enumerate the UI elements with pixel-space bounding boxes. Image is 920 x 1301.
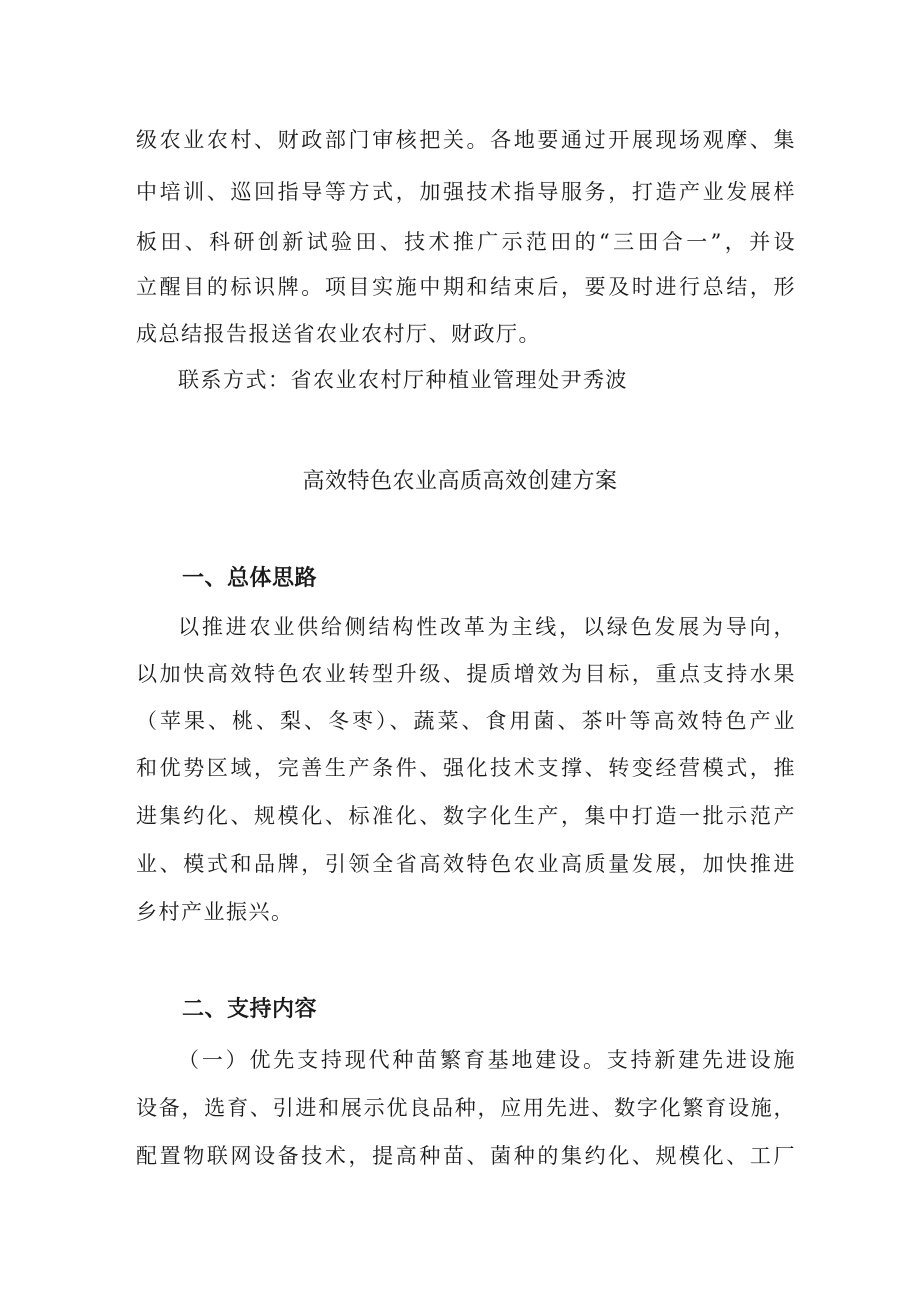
section1-line-2: 以加快高效特色农业转型升级、提质增效为目标，重点支持水果: [136, 662, 796, 686]
para1-line-5: 成总结报告报送省农业农村厅、财政厅。: [136, 322, 541, 346]
section1-line-1: 以推进农业供给侧结构性改革为主线，以绿色发展为导向，: [178, 615, 796, 639]
para1-line-3: 板田、科研创新试验田、技术推广示范田的“三田合一”，并设: [136, 230, 796, 254]
section2-line-2: 设备，选育、引进和展示优良品种，应用先进、数字化繁育设施，: [136, 1096, 796, 1120]
section1-line-4: 和优势区域，完善生产条件、强化技术支撑、转变经营模式，推: [136, 756, 796, 780]
section1-line-3: （苹果、桃、梨、冬枣）、蔬菜、食用菌、茶叶等高效特色产业: [136, 709, 796, 733]
section1-line-7: 乡村产业振兴。: [136, 900, 294, 924]
para1-line-1: 级农业农村、财政部门审核把关。各地要通过开展现场观摩、集: [136, 128, 796, 152]
contact-line: 联系方式：省农业农村厅种植业管理处尹秀波: [178, 368, 628, 392]
section2-heading: 二、支持内容: [182, 997, 318, 1022]
section1-heading: 一、总体思路: [182, 566, 318, 591]
section2-line-1: （一）优先支持现代种苗繁育基地建设。支持新建先进设施: [178, 1048, 796, 1072]
section1-line-5: 进集约化、规模化、标准化、数字化生产，集中打造一批示范产: [136, 804, 796, 828]
document-title: 高效特色农业高质高效创建方案: [302, 469, 618, 494]
section1-line-6: 业、模式和品牌，引领全省高效特色农业高质量发展，加快推进: [136, 852, 796, 876]
para1-line-2: 中培训、巡回指导等方式，加强技术指导服务，打造产业发展样: [136, 180, 796, 204]
para1-line-4: 立醒目的标识牌。项目实施中期和结束后，要及时进行总结，形: [136, 275, 796, 299]
section2-line-3: 配置物联网设备技术，提高种苗、菌种的集约化、规模化、工厂: [136, 1144, 796, 1168]
